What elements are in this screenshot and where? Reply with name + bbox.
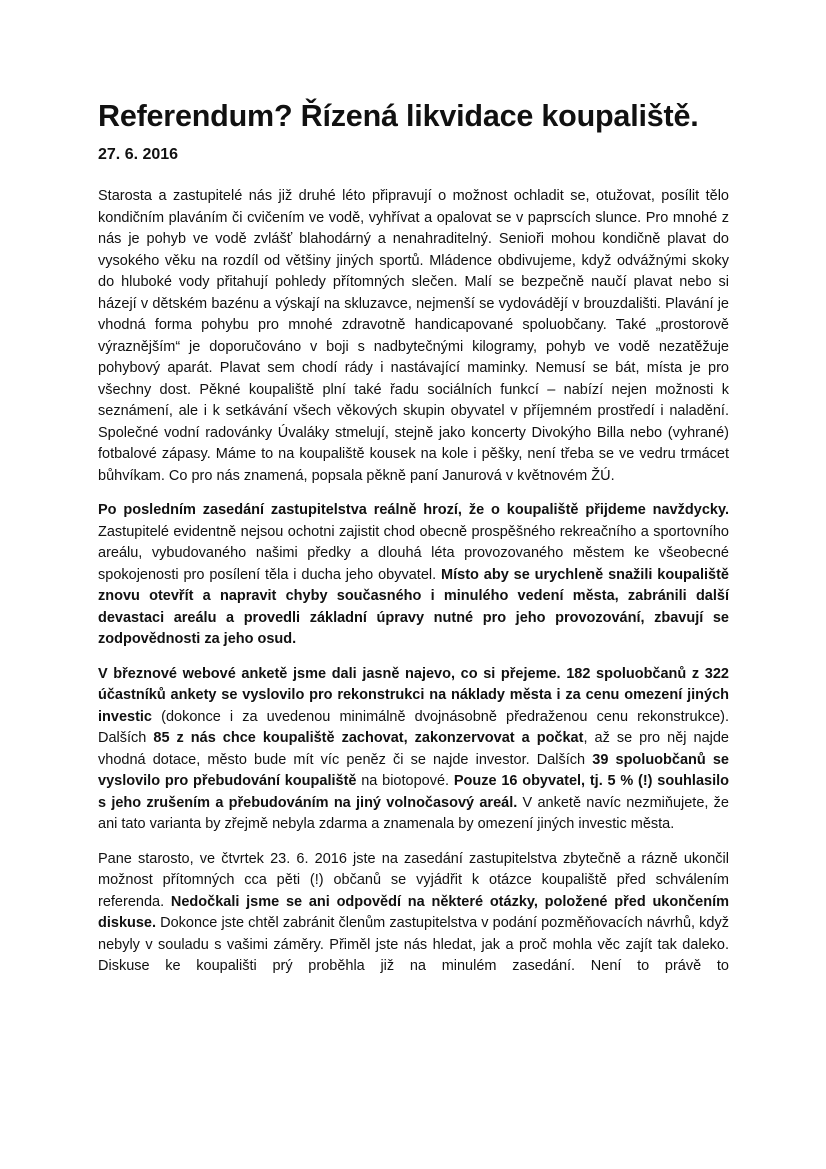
article-body — [98, 186, 729, 978]
text: Pane starosto, ve čtvrtek 23. 6. 2016 jste na zasedání zastupitelstva zbytečně a rázně ukončil možnost přítomných cca pěti (!) občanů se vyjádřit k otázce koupaliště před schválením referenda. — [98, 850, 729, 910]
paragraph — [98, 664, 729, 836]
text: Dokonce jste chtěl zabránit členům zastupitelstva v podání pozměňovacích návrhů, když nebyly v souladu s vašimi záměry. Přiměl jste nás hledat, jak a proč mohla věc zajít tak daleko. Diskuse ke koupališti prý proběhla již na minulém zasedání. Není to právě to — [98, 915, 729, 974]
paragraph — [98, 500, 729, 651]
text: Starosta a zastupitelé nás již druhé léto připravují o možnost ochladit se, otužovat, posílit tělo kondičním plaváním či cvičením ve vodě, vyhřívat a opalovat se v paprscích slunce. Pro mnohé z nás je pohyb ve vodě zvlášť blahodárný a nenahraditelný. Senioři mohou kondičně plavat do vysokého věku na rozdíl od většiny jiných sportů. Mládence obdivujeme, když odvážnými skoky do hluboké vody přitahují pohledy přítomných slečen. Malí se bezpečně naučí plavat nebo si házejí v dětském bazénu a výskají na skluzavce, nejmenší se vydovádějí v brouzdališti. Plavání je vhodná forma pohybu pro mnohé zdravotně handicapované spoluobčany. Také „prostorově výraznějším“ je doporučováno v boji s nadbytečnými kilogramy, pohyb ve vodě nezatěžuje pohybový aparát. Plavat sem chodí rády i nastávající maminky. Nemusí se bát, místa je pro všechny dost. Pěkné koupaliště plní také řadu sociálních funkcí – nabízí nejen možnosti k seznámení, ale i k setkávání všech věkových skupin obyvatel v příjemném prostředí i naladění. Společné vodní radovánky Úvaláky stmelují, stejně jako koncerty Divokýho Billa nebo (vyhrané) fotbalové zápasy. Máme to na koupaliště kousek na kole i pěšky, není třeba se ve vedru trmácet bůhvíkam. Co pro nás znamená, popsala pěkně paní Janurová v květnovém ŽÚ. — [98, 188, 729, 484]
text: na biotopové. — [356, 773, 454, 789]
bold-text: Místo aby se urychleně snažili koupaliště znovu otevřít a napravit chyby současného i minulého vedení města, zabránili další devastaci areálu a provedli základní úpravy nutné pro jeho provozování, zbavují se zodpovědnosti za jeho osud. — [98, 566, 729, 647]
text: Zastupitelé evidentně nejsou ochotni zajistit chod obecně prospěšného rekreačního a sportovního areálu, vybudovaného našimi předky a dlouhá léta provozovaného městem ke všeobecné spokojenosti pro posílení těla i ducha jeho obyvatel. — [98, 523, 729, 583]
article-title: Referendum? Řízená likvidace koupaliště. — [98, 99, 699, 133]
bold-text: Pouze 16 obyvatel, tj. 5 % (!) souhlasilo s jeho zrušením a přebudováním na jiný volnočasový areál. — [98, 773, 729, 811]
text: , až se pro něj najde vhodná dotace, město bude mít víc peněz či se najde investor. Dalších — [98, 730, 729, 768]
text: (dokonce i za uvedenou minimálně dvojnásobně předraženou cenu rekonstrukce). Dalších — [98, 708, 729, 746]
text: V anketě navíc nezmiňujete, že ani tato varianta by zřejmě nebyla zdarma a znamenala by omezení jiných investic města. — [98, 794, 729, 832]
bold-text: Po posledním zasedání zastupitelstva reálně hrozí, že o koupaliště přijdeme navždycky. — [98, 502, 729, 518]
bold-text: 39 spoluobčanů se vyslovilo pro přebudování koupaliště — [98, 751, 729, 789]
paragraph — [98, 849, 729, 978]
bold-text: V březnové webové anketě jsme dali jasně najevo, co si přejeme. 182 spoluobčanů z 322 účastníků ankety se vyslovilo pro rekonstrukci na náklady města i za cenu omezení jiných investic — [98, 665, 729, 725]
bold-text: Nedočkali jsme se ani odpovědí na některé otázky, položené před ukončením diskuse. — [98, 893, 729, 931]
paragraph — [98, 186, 729, 487]
article-date: 27. 6. 2016 — [98, 146, 179, 163]
bold-text: 85 z nás chce koupaliště zachovat, zakonzervovat a počkat — [153, 730, 584, 746]
